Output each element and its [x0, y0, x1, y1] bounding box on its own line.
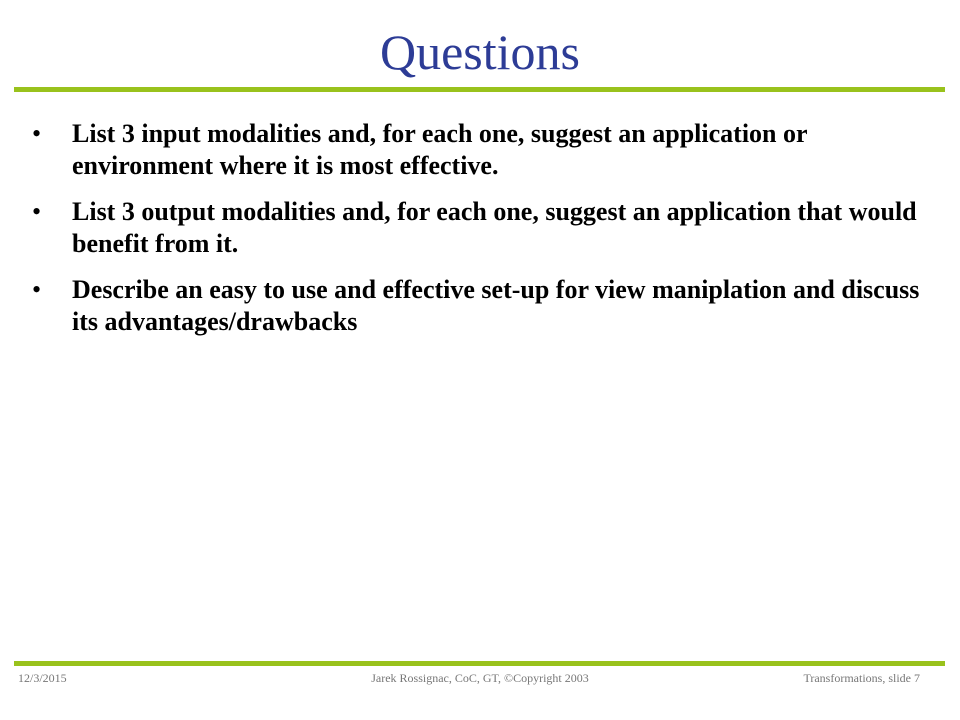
footer-divider	[14, 661, 945, 666]
footer-date: 12/3/2015	[18, 671, 67, 685]
bullet-item	[30, 274, 930, 338]
bullet-text: List 3 input modalities and, for each one, suggest an application or environment where it is most effective.	[72, 119, 808, 180]
bullet-marker: •	[32, 197, 42, 226]
bullet-marker: •	[32, 119, 42, 148]
title-divider	[14, 87, 945, 92]
footer-slide-label: Transformations, slide 7	[803, 671, 920, 685]
slide-title: Questions	[380, 24, 580, 80]
bullet-marker: •	[32, 275, 42, 304]
bullet-text: List 3 output modalities and, for each one, suggest an application that would benefit from it.	[72, 197, 917, 258]
footer-author: Jarek Rossignac, CoC, GT, ©Copyright 2003	[371, 671, 589, 685]
bullet-item	[30, 196, 930, 260]
bullet-item	[30, 118, 930, 182]
bullet-list	[30, 118, 930, 352]
bullet-text: Describe an easy to use and effective set-up for view maniplation and discuss its advantages/drawbacks	[72, 275, 920, 336]
